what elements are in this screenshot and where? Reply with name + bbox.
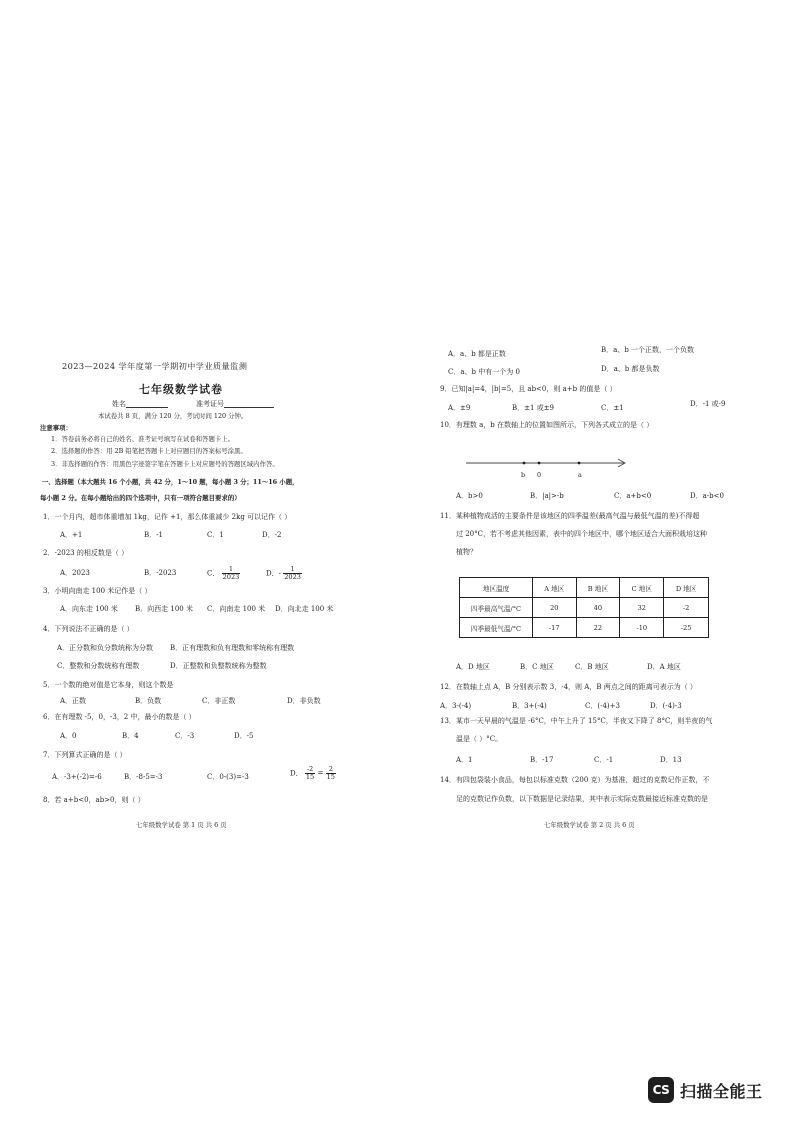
q10-option-a: A．b>0 — [456, 492, 483, 500]
q3-option-d: D．向北走 100 米 — [275, 605, 334, 613]
point-zero — [538, 462, 541, 465]
q4-option-d: D．正整数和负整数统称为整数 — [170, 662, 267, 670]
table-cell: 32 — [620, 598, 664, 618]
table-header-cell: A 地区 — [533, 578, 577, 598]
q5-option-a: A．正数 — [60, 697, 87, 705]
table-header-cell: D 地区 — [664, 578, 709, 598]
ticket-field — [196, 400, 274, 408]
question-14-line1: 14．有四包袋装小食品，每包以标准克数（200 克）为基准，超过的克数记作正数，不 — [440, 776, 710, 784]
q11-option-c: C．B 地区 — [575, 663, 609, 671]
camscanner-logo-text: 扫描全能王 — [680, 1081, 763, 1101]
section1-line2: 每小题 2 分。在每小题给出的四个选项中，只有一项符合题目要求的） — [40, 494, 241, 502]
q7-option-d: D． $\frac{-2}{15}$ = $\frac{2}{15}$ — [290, 765, 335, 781]
notice-2: 2．选择题的作答：用 2B 铅笔把答题卡上对应题目的答案标号涂黑。 — [51, 447, 247, 455]
point-a — [578, 462, 581, 465]
q11-option-a: A．D 地区 — [456, 663, 490, 671]
ticket-label: 准考证号 — [196, 400, 224, 408]
table-row — [460, 618, 709, 638]
ticket-blank — [224, 400, 274, 408]
table-cell: 四季最低气温/°C — [460, 618, 533, 638]
table-header-cell: C 地区 — [620, 578, 664, 598]
temperature-table — [459, 577, 709, 638]
q12-option-b: B．3+(-4) — [512, 702, 547, 710]
q11-option-b: B．C 地区 — [520, 663, 554, 671]
q4-option-c: C．整数和分数统称有理数 — [57, 662, 140, 670]
number-line — [464, 455, 634, 479]
q12-option-c: C．(-4)+3 — [585, 702, 620, 710]
q2-option-d: D．- $\frac{1}{2023}$ — [266, 565, 301, 581]
q10-option-c: C．a+b<0 — [614, 492, 652, 500]
q3-option-b: B．向西走 100 米 — [135, 605, 193, 613]
question-14-line2: 足的克数记作负数，以下数据是记录结果，其中表示实际克数最接近标准克数的是 — [456, 795, 708, 803]
q7-d-fraction-left: $\frac{-2}{15}$ — [305, 765, 315, 781]
q2-option-c: C． $\frac{1}{2023}$ — [207, 565, 240, 581]
q7-d-fraction-right: $\frac{2}{15}$ — [326, 765, 335, 781]
q13-option-d: D．13 — [660, 756, 682, 764]
table-cell: 20 — [533, 598, 577, 618]
q13-option-c: C．-1 — [594, 756, 614, 764]
q2-c-fraction: $\frac{1}{2023}$ — [222, 565, 240, 581]
table-cell: -17 — [533, 618, 577, 638]
left-page-footer: 七年级数学试卷 第 1 页 共 6 页 — [136, 821, 227, 829]
table-row — [460, 598, 709, 618]
q8-option-d: D．a、b 都是负数 — [601, 365, 660, 373]
table-cell: -10 — [620, 618, 664, 638]
q7-option-b: B．-8-5=-3 — [124, 773, 163, 781]
q6-option-b: B．4 — [122, 732, 139, 740]
number-line-label-a: a — [578, 471, 582, 479]
table-cell: 四季最高气温/°C — [460, 598, 533, 618]
name-field — [112, 400, 168, 408]
point-b — [523, 462, 526, 465]
exam-info: 本试卷共 8 页，满分 120 分，考试时间 120 分钟。 — [98, 412, 248, 420]
question-11-line2: 过 20°C，若不考虑其他因素，表中的四个地区中，哪个地区适合大面积栽培这种 — [456, 530, 707, 538]
q8-option-b: B．a、b 一个正数，一个负数 — [601, 346, 695, 354]
exam-subtitle: 七年级数学试卷 — [139, 383, 223, 396]
number-line-label-b: b — [521, 471, 526, 479]
q9-option-c: C．±1 — [601, 404, 624, 412]
q4-option-b: B．正有理数和负有理数和零统称有理数 — [170, 644, 295, 652]
q12-option-a: A．3-(-4) — [440, 702, 472, 710]
question-9: 9．已知|a|=4，|b|=5，且 ab<0，则 a+b 的值是（ ） — [440, 385, 617, 393]
q5-option-c: C．非正数 — [202, 697, 236, 705]
q1-option-c: C．1 — [207, 531, 224, 539]
q3-option-a: A．向东走 100 米 — [60, 605, 118, 613]
right-page-footer: 七年级数学试卷 第 2 页 共 6 页 — [544, 821, 635, 829]
table-cell: -2 — [664, 598, 709, 618]
question-7: 7．下列算式正确的是（ ） — [43, 751, 127, 759]
question-8: 8．若 a+b<0，ab>0，则（ ） — [43, 796, 145, 804]
q3-option-c: C．向南走 100 米 — [207, 605, 266, 613]
q4-option-a: A．正分数和负分数统称为分数 — [57, 644, 154, 652]
question-13-line2: 温是（ ）°C。 — [456, 735, 503, 743]
table-cell: 22 — [576, 618, 620, 638]
q7-option-a: A．-3+(-2)=-6 — [52, 773, 102, 781]
name-blank — [126, 400, 168, 408]
camscanner-logo-icon: CS — [648, 1077, 674, 1103]
question-10: 10．有理数 a，b 在数轴上的位置如图所示，下列各式成立的是（ ） — [440, 421, 654, 429]
table-cell: -25 — [664, 618, 709, 638]
question-2: 2．-2023 的相反数是（ ） — [43, 549, 129, 557]
q5-option-d: D．非负数 — [287, 697, 321, 705]
notice-1: 1．答卷前务必将自己的姓名、准考证号填写在试卷和答题卡上。 — [51, 435, 235, 443]
table-header-cell: 地区温度 — [460, 578, 533, 598]
name-label: 姓名 — [112, 400, 126, 408]
q9-option-d: D．-1 或-9 — [690, 400, 726, 408]
table-header-row — [460, 578, 709, 598]
q6-option-d: D．-5 — [234, 732, 254, 740]
section1-line1: 一、选择题（本大题共 16 个小题，共 42 分，1～10 题，每小题 3 分；11～16 小题， — [42, 478, 299, 486]
question-13-line1: 13．某市一天早晨的气温是 -6°C，中午上升了 15°C，半夜又下降了 8°C，则半夜的气 — [440, 717, 713, 725]
q2-option-a: A．2023 — [60, 569, 90, 577]
table-header-cell: B 地区 — [576, 578, 620, 598]
question-3: 3．小明向南走 100 米记作是（ ） — [43, 587, 152, 595]
notice-3: 3．非选择题的作答：用黑色字迹签字笔在答题卡上对应题号的答题区域内作答。 — [51, 460, 279, 468]
q11-option-d: D．A 地区 — [647, 663, 681, 671]
q1-option-a: A．+1 — [60, 531, 83, 539]
question-11-line1: 11．某种植物成活的主要条件是该地区的四季温差(最高气温与最低气温的差)不得超 — [440, 512, 700, 520]
question-6: 6．在有理数 -5，0，-3，2 中，最小的数是（ ） — [43, 713, 196, 721]
exam-title: 2023—2024 学年度第一学期初中学业质量监测 — [62, 361, 248, 371]
q10-option-b: B．|a|>-b — [530, 492, 564, 500]
question-5: 5．一个数的绝对值是它本身，则这个数是 — [43, 681, 174, 689]
question-12: 12．在数轴上点 A，B 分别表示数 3，-4，则 A，B 两点之间的距离可表示为（ ） — [440, 683, 697, 691]
q9-option-b: B．±1 或±9 — [512, 404, 555, 412]
question-4: 4．下列说法不正确的是（ ） — [43, 625, 134, 633]
camscanner-watermark — [648, 1077, 763, 1103]
question-1: 1．一个月内，超市体重增加 1kg，记作 +1，那么体重减少 2kg 可以记作（ ） — [43, 513, 292, 521]
q5-option-b: B．负数 — [135, 697, 162, 705]
q13-option-b: B．-17 — [530, 756, 554, 764]
q6-option-c: C．-3 — [175, 732, 195, 740]
notice-title: 注意事项： — [40, 424, 72, 432]
q7-option-c: C．0-(3)=-3 — [207, 773, 249, 781]
q1-option-d: D．-2 — [262, 531, 282, 539]
table-cell: 40 — [576, 598, 620, 618]
q13-option-a: A．1 — [456, 756, 473, 764]
q12-option-d: D．(-4)-3 — [650, 702, 682, 710]
q2-option-b: B．-2023 — [144, 569, 177, 577]
number-line-label-zero: 0 — [537, 471, 542, 479]
question-11-line3: 植物？ — [456, 548, 477, 556]
q8-option-a: A．a、b 都是正数 — [448, 350, 506, 358]
q8-option-c: C．a、b 中有一个为 0 — [448, 368, 520, 376]
q2-d-fraction: $\frac{1}{2023}$ — [284, 565, 301, 581]
q1-option-b: B．-1 — [144, 531, 163, 539]
q10-option-d: D．a-b<0 — [690, 492, 724, 500]
q6-option-a: A．0 — [60, 732, 77, 740]
q9-option-a: A．±9 — [448, 404, 471, 412]
